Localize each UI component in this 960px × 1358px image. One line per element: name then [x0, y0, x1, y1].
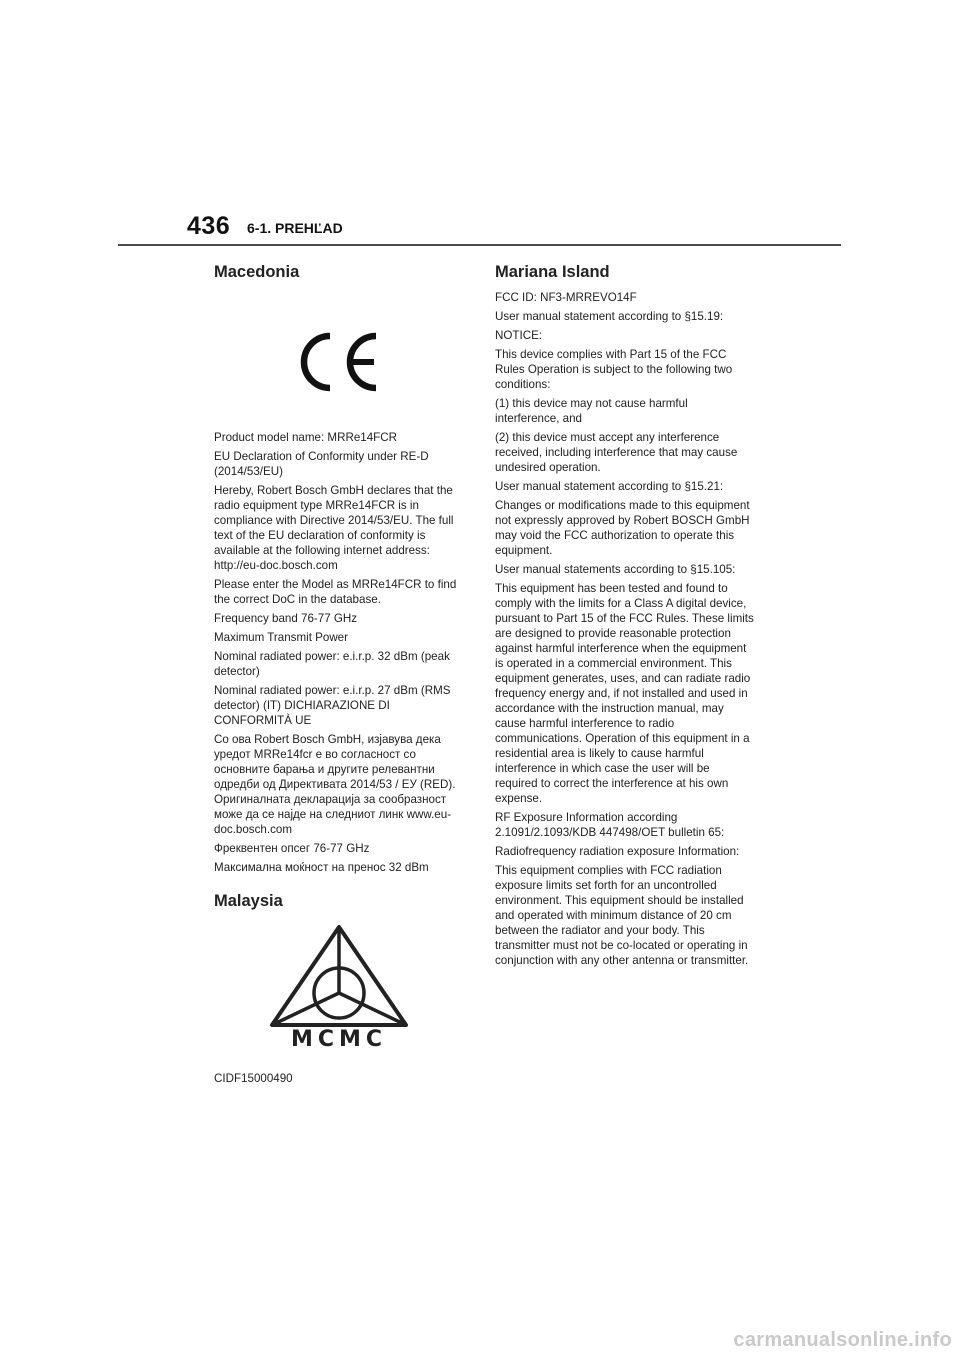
mcmc-logo-label: MCMC [290, 1027, 388, 1049]
mariana-island-heading: Mariana Island [495, 263, 610, 281]
radiated-power-peak: Nominal radiated power: e.i.r.p. 32 dBm (peak detector) [214, 650, 450, 678]
part15-compliance: This device complies with Part 15 of the FCC Rules Operation is subject to the following two conditions: [495, 348, 733, 391]
eu-declaration-heading: EU Declaration of Conformity under RE-D (2014/53/EU) [214, 450, 429, 478]
doc-database-note: Please enter the Model as MRRe14FCR to find the correct DoC in the database. [214, 578, 457, 606]
radiated-power-rms: Nominal radiated power: e.i.r.p. 27 dBm (RMS detector) (IT) DICHIARAZIONE DI CONFORMITÀ UE [214, 684, 451, 727]
header-divider [118, 244, 841, 246]
page-number: 436 [187, 212, 231, 240]
modifications-warning: Changes or modifications made to this equipment not expressly approved by Robert BOSCH GmbH may void the FCC authorization to operate this equipment. [495, 499, 750, 557]
mcmc-logo-icon [266, 923, 412, 1049]
rf-compliance-text: This equipment complies with FCC radiation exposure limits set forth for an uncontrolled environment. This equipment should be installed and operated with minimum distance of 20 cm between the radiator and your body. This transmitter must not be co-located or operating in conjunction with any other antenna or transmitter. [495, 864, 749, 967]
condition-2: (2) this device must accept any interference received, including interference that may cause undesired operation. [495, 431, 738, 474]
fcc-id: FCC ID: NF3-MRREVO14F [495, 291, 637, 304]
statement-15-19: User manual statement according to §15.19: [495, 310, 724, 323]
macedonian-frequency: Фреквентен опсег 76-77 GHz [214, 842, 370, 855]
class-a-text: This equipment has been tested and found to comply with the limits for a Class A digital device, pursuant to Part 15 of the FCC Rules. These limits are designed to provide reasonable protection against harmful interference when the equipment is operated in a commercial environment. This equipment generates, uses, and can radiate radio frequency energy and, if not installed and used in accordance with the instruction manual, may cause harmful interference to radio communications. Operation of this equipment in a residential area is likely to cause harmful interference in which case the user will be required to correct the interference at his own expense. [495, 582, 754, 805]
condition-1: (1) this device may not cause harmful interference, and [495, 397, 688, 425]
ce-mark-icon [294, 330, 384, 394]
frequency-band: Frequency band 76-77 GHz [214, 612, 358, 625]
right-column [495, 262, 755, 972]
malaysia-heading: Malaysia [214, 892, 283, 910]
rf-exposure-heading: RF Exposure Information according 2.1091/2.1093/KDB 447498/OET bulletin 65: [495, 811, 725, 839]
watermark: carmanualsonline.info [733, 1329, 952, 1351]
macedonian-power: Максимална моќност на пренос 32 dBm [214, 861, 429, 874]
statement-15-21: User manual statement according to §15.21: [495, 480, 724, 493]
macedonia-heading: Macedonia [214, 263, 300, 281]
eu-declaration-text: Hereby, Robert Bosch GmbH declares that the radio equipment type MRRe14FCR is in compliance with Directive 2014/53/EU. The full text of the EU declaration of conformity is available at the following internet address: http://eu-doc.bosch.com [214, 484, 454, 572]
max-transmit-power: Maximum Transmit Power [214, 631, 348, 644]
macedonian-declaration: Со ова Robert Bosch GmbH, изјавува дека уредот MRRe14fcr е во согласност со основните барања и другите релевантни одредби од Директивата 2014/53 / ЕУ (RED). Оригиналната декларација за сообразност може да се најде на следниот линк www.eu-doc.bosch.com [214, 733, 456, 836]
rf-radiation-info: Radiofrequency radiation exposure Information: [495, 845, 740, 858]
section-title: 6-1. PREHĽAD [247, 220, 343, 236]
left-column [214, 262, 462, 1090]
statement-15-105: User manual statements according to §15.105: [495, 563, 736, 576]
notice-label: NOTICE: [495, 329, 543, 342]
cidf-number: CIDF15000490 [214, 1072, 293, 1085]
product-model-name: Product model name: MRRe14FCR [214, 431, 397, 444]
